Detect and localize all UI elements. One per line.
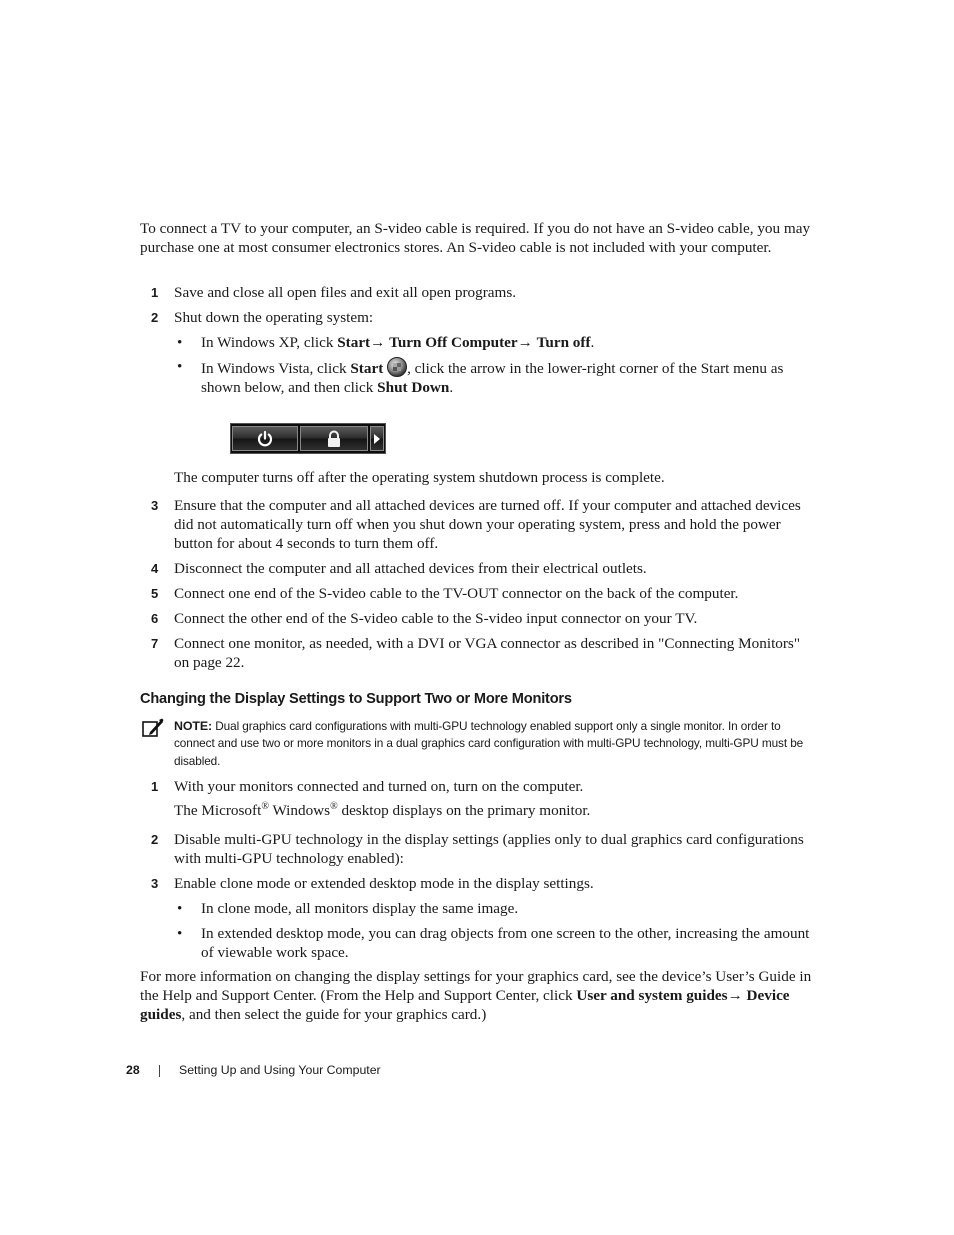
note-pencil-icon (142, 718, 164, 738)
step-text: Shut down the operating system: (174, 309, 374, 326)
footer-divider (159, 1065, 160, 1077)
step-1 (140, 283, 815, 302)
intro-paragraph: To connect a TV to your computer, an S-video cable is required. If you do not have an S-video cable, you may purchase one at most consumer electronics stores. An S-video cable is not included with your computer. (140, 220, 811, 256)
step-1-monitors (140, 777, 815, 796)
lock-icon (326, 430, 342, 448)
note-text: NOTE: Dual graphics card configurations with multi-GPU technology enabled support only a single monitor. In order to connect and use two or more monitors in a dual graphics card configuration with multi-GPU technology, multi-GPU must be disabled. (174, 719, 804, 768)
step-text: Enable clone mode or extended desktop mode in the display settings. (174, 875, 594, 892)
step-text: Disconnect the computer and all attached devices from their electrical outlets. (174, 560, 647, 577)
step-number: 1 (151, 779, 159, 794)
power-button (232, 426, 298, 451)
step-number: 6 (151, 611, 159, 626)
step-number: 3 (151, 498, 159, 513)
bullet-mark: • (177, 900, 183, 917)
bullet-text: In Windows XP, click Start→ Turn Off Computer→ Turn off. (201, 334, 595, 351)
step-number: 7 (151, 636, 159, 651)
shutdown-complete-text: The computer turns off after the operating system shutdown process is complete. (174, 469, 665, 486)
bullet-clone-mode (174, 899, 814, 918)
footer-title: Setting Up and Using Your Computer (179, 1063, 381, 1077)
bullet-text: In extended desktop mode, you can drag objects from one screen to the other, increasing the amount of viewable work space. (201, 925, 810, 961)
step-3-monitors (140, 874, 815, 893)
primary-monitor-text: The Microsoft® Windows® desktop displays on the primary monitor. (174, 800, 591, 819)
step-number: 2 (151, 832, 159, 847)
step-5 (140, 584, 815, 603)
step-2-monitors (140, 830, 815, 868)
step-4 (140, 559, 815, 578)
step-text: With your monitors connected and turned on, turn on the computer. (174, 778, 584, 795)
bullet-mark: • (177, 925, 183, 942)
step-text: Disable multi-GPU technology in the display settings (applies only to dual graphics card configurations with multi-GPU technology enabled): (174, 831, 804, 867)
bullet-windows-vista (174, 357, 814, 397)
bullet-text: In clone mode, all monitors display the same image. (201, 900, 519, 917)
bullet-extended-mode (174, 924, 814, 962)
step-text: Save and close all open files and exit all open programs. (174, 284, 517, 301)
shutdown-options-arrow (370, 426, 384, 451)
step-7 (140, 634, 815, 672)
step-number: 3 (151, 876, 159, 891)
closing-paragraph: For more information on changing the display settings for your graphics card, see the device’s User’s Guide in the Help and Support Center. (From the Help and Support Center, click User and system guides→ Device guides, and then select the guide for your graphics card.) (140, 968, 812, 1023)
arrow-right-icon (373, 433, 381, 445)
step-text: Connect one end of the S-video cable to the TV-OUT connector on the back of the computer. (174, 585, 739, 602)
bullet-mark: • (177, 358, 183, 375)
step-3 (140, 496, 815, 553)
bullet-text: In Windows Vista, click Start , click the arrow in the lower-right corner of the Start menu as shown below, and then click Shut Down. (201, 357, 814, 397)
step-number: 1 (151, 285, 159, 300)
lock-button (300, 426, 368, 451)
bullet-mark: • (177, 334, 183, 351)
windows-start-orb-icon (387, 357, 407, 377)
page-number: 28 (126, 1063, 140, 1077)
bullet-windows-xp (174, 333, 814, 352)
step-6 (140, 609, 815, 628)
step-text: Connect one monitor, as needed, with a DVI or VGA connector as described in "Connecting Monitors" on page 22. (174, 635, 801, 671)
vista-shutdown-buttons (230, 423, 386, 454)
step-number: 2 (151, 310, 159, 325)
note-box (140, 718, 810, 770)
section-heading: Changing the Display Settings to Support Two or More Monitors (140, 691, 572, 707)
power-icon (256, 430, 274, 448)
step-number: 5 (151, 586, 159, 601)
step-number: 4 (151, 561, 159, 576)
step-text: Connect the other end of the S-video cable to the S-video input connector on your TV. (174, 610, 698, 627)
step-text: Ensure that the computer and all attached devices are turned off. If your computer and attached devices did not automatically turn off when you shut down your operating system, press and hold the power button for about 4 seconds to turn them off. (174, 497, 801, 552)
step-2 (140, 308, 815, 327)
